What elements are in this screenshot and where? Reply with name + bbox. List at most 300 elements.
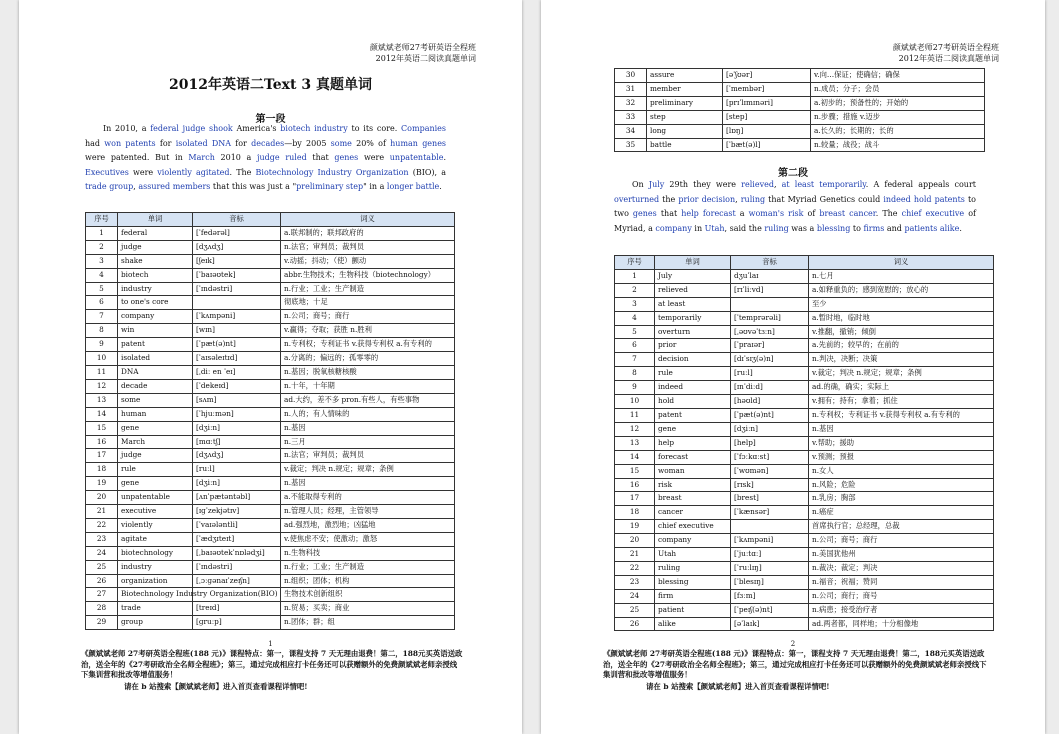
cell-meaning: n.风险；危险 [809,478,994,492]
cell-phonetic: [ˈpæt(ə)nt] [193,338,281,352]
paragraph-text: , [133,182,139,192]
cell-word: chief executive [655,520,731,534]
cell-word: March [118,435,193,449]
cell-no: 4 [615,311,655,325]
section-heading-2: 第二段 [778,168,808,179]
paragraph-text: , [773,180,782,189]
cell-word: prior [655,339,731,353]
table-row [86,421,455,435]
cell-word: industry [118,282,193,296]
cell-word: company [655,534,731,548]
cell-no: 4 [86,268,118,282]
cell-phonetic [193,296,281,310]
cell-meaning: a.分离的；偏远的；孤零零的 [281,352,455,366]
cell-meaning: n.公司；商号；商行 [281,310,455,324]
cell-word: biotech [118,268,193,282]
vocab-highlight: relieved [741,180,774,189]
table-row [615,110,985,124]
cell-no: 1 [615,269,655,283]
cell-no: 1 [86,226,118,240]
cell-phonetic: [ˌbaɪəʊtekˈnɒlədʒi] [193,546,281,560]
cell-word: win [118,324,193,338]
cell-meaning: n.乳房；胸部 [809,492,994,506]
cell-phonetic: [ˈbæt(ə)l] [723,138,811,152]
cell-meaning: n.三月 [281,435,455,449]
vocab-highlight: preliminary step [296,182,364,192]
cell-no: 18 [86,463,118,477]
cell-no: 5 [86,282,118,296]
cell-phonetic: [ˈblesɪŋ] [731,575,809,589]
footer-link: 请在 b 站搜索【颜斌斌老师】进入首页查看课程详情吧! [124,682,308,691]
cell-meaning: n.七月 [809,269,994,283]
vocab-highlight: firms [863,223,885,233]
table-row [615,353,994,367]
table-row [86,282,455,296]
cell-word: organization [118,574,193,588]
cell-meaning: n.组织；团体；机构 [281,574,455,588]
paragraph-text: —by 2005 [284,138,331,148]
vocab-highlight: forecast [702,209,736,219]
cell-word: help [655,436,731,450]
cell-no: 11 [86,365,118,379]
cell-no: 10 [86,352,118,366]
vocab-highlight: assured members [138,182,211,192]
cell-no: 23 [86,532,118,546]
table-row [86,324,455,338]
cell-phonetic: [ˈjuːtɑː] [731,548,809,562]
cell-phonetic: [lɒŋ] [723,124,811,138]
cell-word: long [647,124,723,138]
vocab-highlight: Biotechnology Industry Organization [255,167,409,177]
cell-meaning: 生物技术创新组织 [281,588,455,602]
vocab-highlight: isolated [175,138,208,148]
header-meaning: 词义 [809,256,994,270]
cell-phonetic: [ˈhjuːmən] [193,407,281,421]
cell-meaning: n.成员；分子；会员 [811,82,985,96]
cell-phonetic: [ˌəʊvəˈtɜːn] [731,325,809,339]
cell-no: 32 [615,96,647,110]
table-row [615,492,994,506]
cell-no: 8 [86,324,118,338]
cell-word: rule [118,463,193,477]
cell-no: 5 [615,325,655,339]
cell-word: judge [118,449,193,463]
cell-meaning: n.美国犹他州 [809,548,994,562]
vocab-highlight: July [648,180,665,189]
cell-phonetic: [ˈfɔːkɑːst] [731,450,809,464]
cell-no: 20 [86,491,118,505]
table-row [86,505,455,519]
cell-phonetic: [dʒiːn] [193,477,281,491]
cell-meaning: n.女人 [809,464,994,478]
cell-no: 28 [86,602,118,616]
table-row [86,407,455,421]
cell-meaning: a.长久的；长期的；长的 [811,124,985,138]
vocab-highlight: decades [251,138,285,148]
cell-phonetic: [ˈtemprərəli] [731,311,809,325]
cell-phonetic: [ˈbaɪəʊtek] [193,268,281,282]
cell-phonetic: [fɜːm] [731,589,809,603]
cell-meaning: a.联邦制的；联邦政府的 [281,226,455,240]
vocab-highlight: ruled [285,153,307,163]
cell-phonetic: [ˈkʌmpəni] [193,310,281,324]
cell-word: July [655,269,731,283]
paragraph-text: and [884,223,905,233]
cell-no: 16 [86,435,118,449]
footer-link: 请在 b 站搜索【颜斌斌老师】进入首页查看课程详情吧! [646,682,830,691]
cell-phonetic: [ruːl] [193,463,281,477]
header-no: 序号 [615,256,655,270]
vocab-highlight: industry [314,124,348,133]
cell-word: patent [118,338,193,352]
cell-meaning: v.帮助；援助 [809,436,994,450]
cell-meaning: n.专利权；专利证书 v.获得专利权 a.有专利的 [281,338,455,352]
cell-word: woman [655,464,731,478]
cell-phonetic: [dʒiːn] [193,421,281,435]
vocab-highlight: overturned [614,194,660,204]
cell-meaning: v.向…保证；使确信；确保 [811,69,985,83]
cell-no: 7 [615,353,655,367]
cell-no: 7 [86,310,118,324]
table-row [86,602,455,616]
table-row [86,477,455,491]
table-row [615,124,985,138]
paragraph-text: (BIO), a [408,167,446,177]
cell-word: unpatentable [118,491,193,505]
cell-phonetic: [ˈɪndəstri] [193,560,281,574]
vocab-highlight: patents [934,194,965,204]
table-row [615,269,994,283]
cell-word: hold [655,395,731,409]
cell-phonetic: [ˈædʒɪteɪt] [193,532,281,546]
cell-meaning: ad.大约，差不多 pron.有些人，有些事物 [281,393,455,407]
vocab-highlight: genes [334,153,359,163]
table-header-row [86,213,455,227]
table-row [615,506,994,520]
cell-no: 3 [86,254,118,268]
vocab-highlight: violently [157,167,192,177]
cell-meaning: n.基因 [809,422,994,436]
paragraph-text: for [231,138,252,148]
table-row [86,435,455,449]
cell-word: at least [655,297,731,311]
cell-no: 21 [86,505,118,519]
cell-word: federal [118,226,193,240]
vocab-highlight: unpatentable [389,153,444,163]
cell-meaning: a.暂时地，临时地 [809,311,994,325]
page-number: 2 [790,640,796,648]
table-row [86,254,455,268]
paragraph-text: 20% of [351,138,391,148]
cell-phonetic: [wɪn] [193,324,281,338]
table-row [615,69,985,83]
cell-word: Biotechnology Industry Organization(BIO) [118,588,193,602]
cell-meaning: n.团体；群；组 [281,616,455,630]
document-page-1 [19,0,522,734]
header-word: 单词 [655,256,731,270]
vocab-table-2b [614,255,994,631]
cell-phonetic [731,520,809,534]
paragraph-text: were [128,167,158,177]
cell-word: human [118,407,193,421]
table-row [615,548,994,562]
table-row [615,617,994,631]
cell-meaning: n.基因 [281,421,455,435]
cell-meaning: a.如释重负的；感到宽慰的；放心的 [809,283,994,297]
cell-word: member [647,82,723,96]
cell-no: 15 [615,464,655,478]
cell-phonetic: [ˈruːlɪŋ] [731,561,809,575]
cell-word: gene [118,421,193,435]
table-row [86,518,455,532]
header-word: 单词 [118,213,193,227]
cell-no: 14 [86,407,118,421]
cell-word: battle [647,138,723,152]
cell-meaning: n.管理人员；经理，主管领导 [281,505,455,519]
vocab-highlight: ruling [740,194,766,204]
header-meaning: 词义 [281,213,455,227]
paragraph-text: were patented. But in [85,153,189,163]
cell-meaning: v.裁定；判决 n.规定；规章；条例 [809,367,994,381]
table-row [86,574,455,588]
cell-phonetic: [ˈdekeɪd] [193,379,281,393]
cell-no: 16 [615,478,655,492]
cell-word: blessing [655,575,731,589]
cell-no: 9 [86,338,118,352]
cell-phonetic: [əˈlaɪk] [731,617,809,631]
vocab-highlight: shook [209,124,233,133]
cell-meaning: n.贸易；买卖；商业 [281,602,455,616]
cell-word: group [118,616,193,630]
cell-no: 12 [86,379,118,393]
cell-word: Utah [655,548,731,562]
cell-phonetic: [ˈpraɪər] [731,339,809,353]
header-line-2: 2012年英语二阅读真题单词 [898,54,999,63]
table-row [615,464,994,478]
vocab-highlight: indeed [883,194,911,204]
cell-word: overturn [655,325,731,339]
paragraph-text: to two [614,194,976,219]
paragraph-text: in [691,223,705,233]
vocab-highlight: hold [913,194,932,204]
cell-word: patient [655,603,731,617]
paragraph-text: On [632,180,649,189]
cell-phonetic: [mɑːtʃ] [193,435,281,449]
vocab-highlight: biotech [280,124,311,133]
cell-word: shake [118,254,193,268]
table-row [86,393,455,407]
paragraph-text: " in a [363,182,387,192]
cell-word: some [118,393,193,407]
vocab-highlight: some [330,138,352,148]
cell-meaning: v.预测；预报 [809,450,994,464]
cell-word: industry [118,560,193,574]
cell-word: rule [655,367,731,381]
table-row [86,616,455,630]
cell-phonetic: [ˈɪndəstri] [193,282,281,296]
cell-meaning: abbr.生物技术；生物科技（biotechnology） [281,268,455,282]
footer-promo: 《颜斌斌老师 27考研英语全程班(188 元)》课程特点：第一，课程支持 7 天无理由退费！第二，188元买英语送政治，送全年的《27考研政治全名师全程班》；第三，通过完成相应打卡任务还可以获赠额外的免费颜斌斌老师亲授线下集训营和批改等增值服务！ [603,649,987,679]
cell-no: 23 [615,575,655,589]
table-row [615,82,985,96]
cell-meaning: ad.的确，确实；实际上 [809,381,994,395]
cell-word: trade [118,602,193,616]
cell-word: temporarily [655,311,731,325]
cell-phonetic: [ˈaɪsəleɪtɪd] [193,352,281,366]
cell-meaning: a.初步的；预备性的；开始的 [811,96,985,110]
cell-no: 21 [615,548,655,562]
cell-phonetic: [ˈfedərəl] [193,226,281,240]
cell-no: 12 [615,422,655,436]
paragraph-text: . A federal appeals court [865,180,976,189]
cell-word: patent [655,408,731,422]
cell-phonetic: [help] [731,436,809,450]
page-header [370,42,476,64]
paragraph-text: . The [875,209,902,219]
table-row [615,408,994,422]
cell-phonetic: [dʒʌdʒ] [193,240,281,254]
paragraph-text: that [306,153,335,163]
vocab-highlight: trade group [85,182,134,192]
paragraph-text: . [439,182,442,192]
cell-meaning: v.赢得；夺取；获胜 n.胜利 [281,324,455,338]
table-row [615,422,994,436]
cell-no: 22 [615,561,655,575]
table-row [615,450,994,464]
table-row [615,436,994,450]
cell-word: relieved [655,283,731,297]
cell-phonetic: [prɪˈlɪmɪnəri] [723,96,811,110]
cell-word: company [118,310,193,324]
cell-phonetic: [ruːl] [731,367,809,381]
cell-phonetic: [ˈkænsər] [731,506,809,520]
vocab-highlight: DNA [211,138,232,148]
paragraph-text: was a [788,223,817,233]
cell-word: assure [647,69,723,83]
vocab-highlight: prior decision [678,194,736,204]
table-row [615,381,994,395]
table-row [615,339,994,353]
cell-phonetic: [ˌɔːɡənaɪˈzeɪʃn] [193,574,281,588]
cell-phonetic: [sʌm] [193,393,281,407]
table-row [86,379,455,393]
paragraph-text: to [850,223,864,233]
cell-meaning: a.先前的；较早的；在前的 [809,339,994,353]
cell-meaning: n.福音；祝福；赞同 [809,575,994,589]
table-row [615,589,994,603]
cell-phonetic: [ʃeɪk] [193,254,281,268]
paragraph-text: had [85,138,105,148]
cell-meaning: n.裁决；裁定；判决 [809,561,994,575]
cell-no: 26 [615,617,655,631]
table-row [86,588,455,602]
vocab-highlight: chief executive [901,209,965,219]
cell-meaning: n.行业；工业；生产制造 [281,560,455,574]
cell-no: 6 [615,339,655,353]
cell-word: breast [655,492,731,506]
cell-word: forecast [655,450,731,464]
table-row [615,534,994,548]
table-row [86,310,455,324]
cell-phonetic: [treɪd] [193,602,281,616]
cell-word: alike [655,617,731,631]
cell-no: 34 [615,124,647,138]
vocab-highlight: patients [904,223,938,233]
table-row [615,138,985,152]
vocab-highlight: company [655,223,692,233]
table-row [86,338,455,352]
cell-meaning: n.癌症 [809,506,994,520]
cell-no: 17 [615,492,655,506]
header-phonetic: 音标 [731,256,809,270]
table-row [86,240,455,254]
cell-phonetic: [əˈʃʊər] [723,69,811,83]
cell-word: to one's core [118,296,193,310]
table-row [615,297,994,311]
cell-meaning: n.基因；脱氧核糖核酸 [281,365,455,379]
cell-no: 33 [615,110,647,124]
table-row [615,561,994,575]
table-header-row [615,256,994,270]
cell-no: 2 [615,283,655,297]
paragraph-text: 29th they were [664,180,742,189]
paragraph-text: a [735,209,749,219]
cell-word: decade [118,379,193,393]
paragraph-text: of [803,209,820,219]
table-row [615,478,994,492]
table-row [615,603,994,617]
paragraph-text: that [656,209,682,219]
cell-phonetic: [rɪˈliːvd] [731,283,809,297]
vocab-highlight: Companies [401,124,447,133]
cell-word: biotechnology [118,546,193,560]
cell-no: 25 [86,560,118,574]
cell-phonetic: [həʊld] [731,395,809,409]
cell-phonetic: [ɪɡˈzekjətɪv] [193,505,281,519]
cell-no: 18 [615,506,655,520]
cell-word: violently [118,518,193,532]
paragraph-text: America's [232,124,281,133]
cell-word: ruling [655,561,731,575]
page-title: 2012年英语二Text 3 真题单词 [169,77,372,93]
cell-word: judge [118,240,193,254]
cell-phonetic: [dɪˈsɪʒ(ə)n] [731,353,809,367]
vocab-highlight: patents [125,138,156,148]
vocab-highlight: risk [788,209,804,219]
table-row [86,546,455,560]
cell-meaning: n.行业；工业；生产制造 [281,282,455,296]
cell-meaning: a.不能取得专利的 [281,491,455,505]
header-no: 序号 [86,213,118,227]
cell-meaning: 首席执行官；总经理，总裁 [809,520,994,534]
header-line-1: 颜斌斌老师27考研英语全程班 [369,43,476,52]
table-row [615,311,994,325]
cell-no: 19 [86,477,118,491]
cell-word: gene [118,477,193,491]
cell-phonetic: [ɪnˈdiːd] [731,381,809,395]
cell-no: 14 [615,450,655,464]
cell-no: 24 [615,589,655,603]
cell-meaning: n.公司；商号；商行 [809,534,994,548]
table-row [615,283,994,297]
cell-no: 30 [615,69,647,83]
table-row [86,491,455,505]
cell-word: decision [655,353,731,367]
cell-phonetic: [ˈvaɪələntli] [193,518,281,532]
cell-no: 22 [86,518,118,532]
cell-no: 2 [86,240,118,254]
cell-no: 20 [615,534,655,548]
